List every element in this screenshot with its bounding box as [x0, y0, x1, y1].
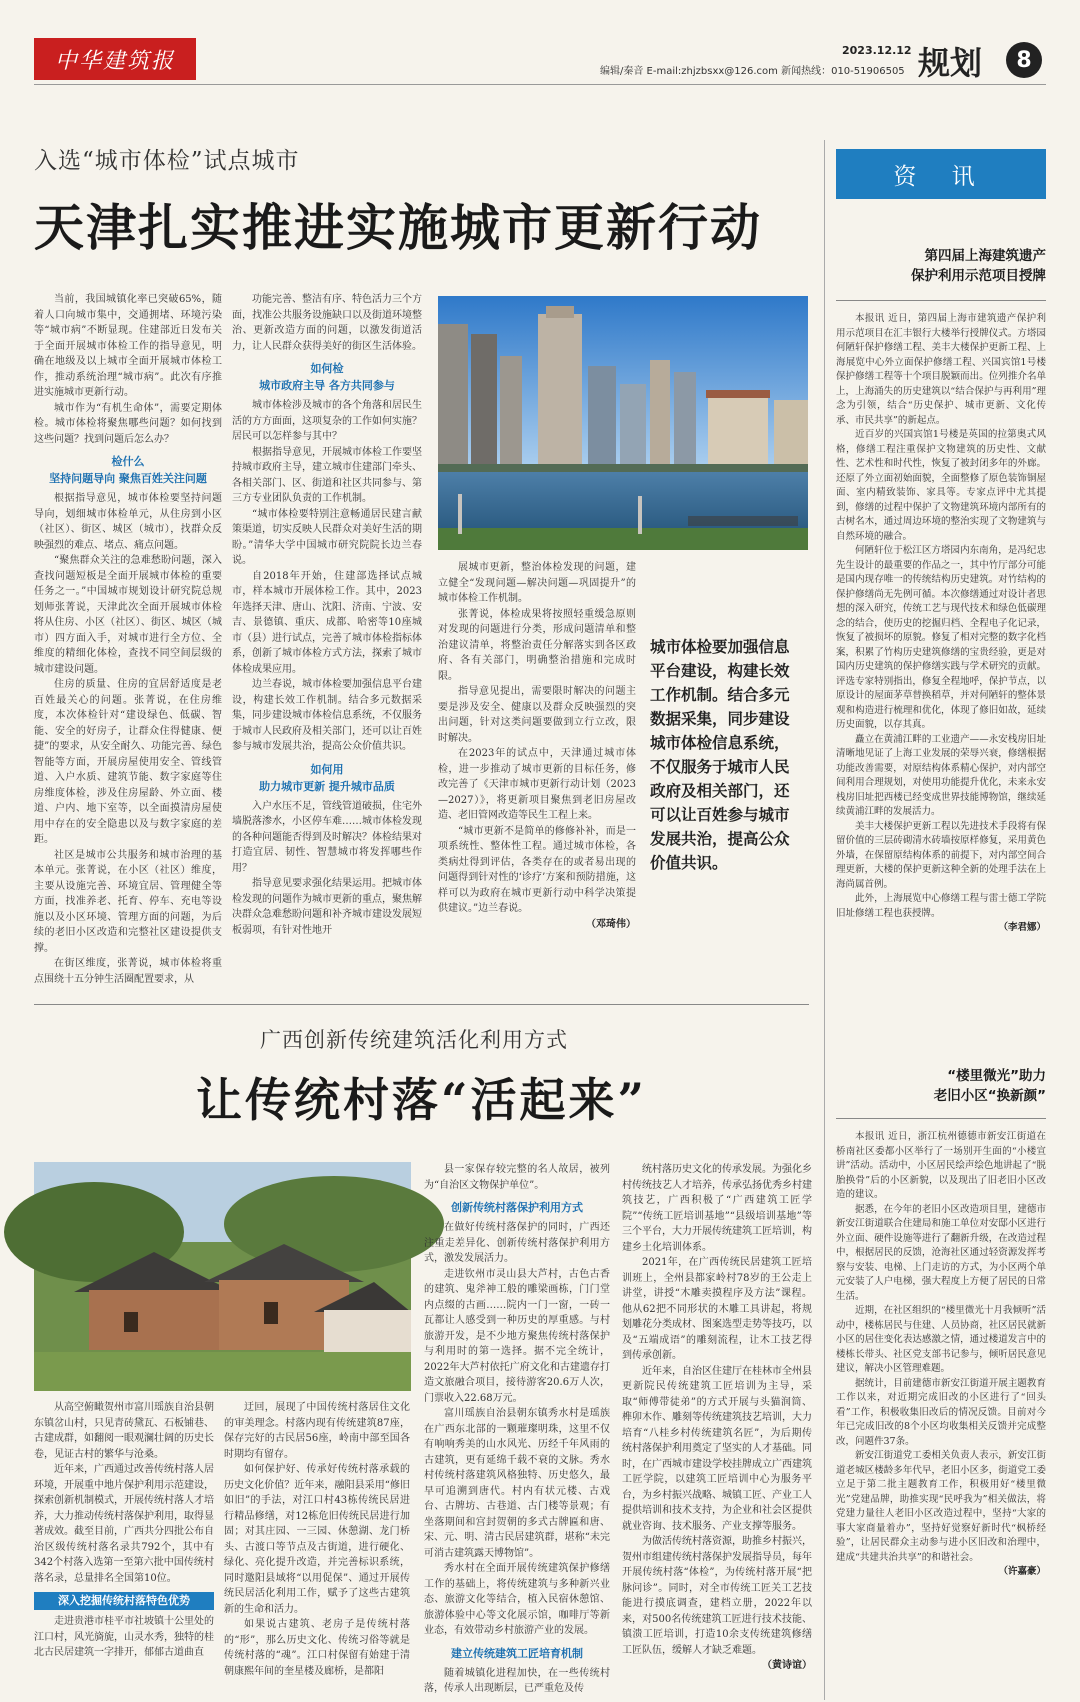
section-title: 规划: [918, 44, 983, 82]
paragraph: 功能完善、整洁有序、特色活力三个方面，找准公共服务设施缺口以及街道环境整治、更新改造方面的问题，以激发街道活力，让人民群众获得美好的街区生活体验。: [232, 294, 422, 352]
sidebar-rule: [836, 300, 1046, 301]
sidebar-item2-title-line: “楼里微光”助力: [947, 1068, 1046, 1084]
sidebar-item2-title-line: 老旧小区“换新颜”: [933, 1088, 1046, 1104]
article1-title: 天津扎实推进实施城市更新行动: [34, 198, 762, 257]
tianjin-city-photo: [438, 296, 808, 550]
sidebar-item1-title-line: 保护利用示范项目授牌: [911, 268, 1046, 284]
article1-subhead-1: 检什么 坚持问题导向 聚焦百姓关注问题: [49, 455, 207, 485]
paragraph: 近年来，广西通过改善传统村落人居环境，开展重中地片保护利用示范建设，探索创新机制模式，开展传统村落人才培养，大力推动传统村落保护利用，取得显著成效。截至目前，广西共分四批公布自治区级传统村落名录共792个，其中有342个村落入选第一至第六批中国传统村落名录，总量排名全国第10位。: [34, 1464, 214, 1584]
article2-subhead-2: 创新传统村落保护利用方式: [451, 1201, 583, 1214]
article2-column-4: [622, 1162, 812, 1696]
paragraph: 张菁说，体检成果将按照轻重缓急原则对发现的问题进行分类，形成问题清单和整治建议清单，将整治责任分解落实到各区政府、各有关部门，明确整治措施和完成时限。: [438, 608, 636, 682]
article2-signature: （黄诗谊）: [762, 1660, 812, 1671]
sidebar-item2-signature: （许嘉豪）: [998, 1566, 1046, 1577]
paragraph: “城市体检要特别注意畅通居民建言献策渠道，切实反映人民群众对美好生活的期盼。”清华大学中国城市研究院院长边兰春说。: [232, 508, 422, 566]
article2-column-2: [224, 1400, 410, 1696]
paragraph: 2021年，在广西传统民居建筑工匠培训班上，全州县都家岭村78岁的王公走上讲堂，讲授“木雕卖摸程序及方法”课程。他从62把不同形状的木雕工具讲起，将规划雕花分类成材、图案选型走势等技巧，以及“五端成语”的雕刻流程，让木工技艺得到传承创新。: [622, 1257, 812, 1361]
sidebar-item1-body: [836, 312, 1046, 1018]
header-rule: [34, 84, 1046, 85]
column-divider: [824, 140, 825, 1700]
paragraph: 据悉，在今年的老旧小区改造项目里，建德市新安江街道联合住建局和施工单位对安邸小区进行外立面、硬件设施等进行了翻新升级，在改造过程中，根据居民的反馈，沧海社区通过轻资源发挥考察与安装、电梯、上门走访的方式，为小区两个单元安装了人户电梯，强大程度上方便了居民的日常生活。: [836, 1203, 1046, 1302]
paragraph: 城市作为“有机生命体”，需要定期体检。城市体检将聚焦哪些问题？如何找到这些问题？找到问题后怎么办？: [34, 402, 222, 445]
paragraph: 新安江街道党工委相关负责人表示，新安江街道老城区楼龄多年代早，老旧小区多，街道党工委立足于第二批主题教育工作，积极用好“楼里微光”党建品牌，助推实现“民呼我为”相关做法，将党建力量往人老旧小区改造过程中，坚持“大家的事大家商量着办”，坚持好觉察好新时代“枫桥经验”，让居民群众主动参与进小区旧改和治理中，建成“共建共治共享”的和谐社会。: [836, 1450, 1046, 1563]
sidebar-item1-title: [911, 246, 1046, 286]
paragraph: 住房的质量、住房的宜居舒适度是老百姓最关心的问题。张菁说，在住房维度，本次体检针对“建设绿色、低碳、智能、安全的好房子，让群众住得健康、便捷”的要求，从安全耐久、功能完善、绿色智能等方面，开展房屋使用安全、管线管道、入户水质、建筑节能、数字家庭等住房维度体检，涉及住房屋龄、外立面、楼道、户内、地下室等，以全面摸清房屋使用中存在的安全隐患以及与数字家庭的差距。: [34, 679, 222, 845]
paragraph: 根据指导意见，开展城市体检工作要坚持城市政府主导，建立城市住建部门牵头、各相关部门、区、街道和社区共同参与、第三方专业团队负责的工作机制。: [232, 446, 422, 504]
editor-line: 编辑/秦音 E-mail:zhjzbsxx@126.com 新闻热线：010-51906505: [600, 66, 905, 77]
sidebar-item2-body: [836, 1130, 1046, 1690]
article2-subhead-1: 深入挖掘传统村落特色优势: [34, 1592, 214, 1610]
paragraph: 近期，在社区组织的“楼里微光十月我倾听”活动中，楼栋居民与住建、人员协商，社区居民就新小区的居住变化表达感激之情，通过楼道发言中的楼栋长带头、社区党支部书记参与，倾听居民意见建议，解决小区管理难题。: [836, 1305, 1046, 1374]
paragraph: 本报讯 近日，第四届上海市建筑遗产保护利用示范项目在汇丰银行大楼举行授牌仪式。方塔园何陋轩保护修缮工程、美丰大楼保护更新工程、上海展览中心外立面保护修缮工程、兴国宾馆1号楼保护修缮工程等十个项目脱颖而出。位列推介名单上，上海涌失的历史建筑以“结合保护与再利用”理念为引领，结合“历史保护、城市更新、文化传承、市民共享”的新起点。: [836, 313, 1046, 426]
sidebar-item1-signature: （李君娜）: [998, 922, 1046, 933]
paragraph: “城市更新不是简单的修修补补，而是一项系统性、整体性工程。通过城市体检，各类病灶得到评估，各类存在的或者易出现的问题得到针对性的‘诊疗’方案和预防措施，这样可以为政府在城市更新行动中科学决策提供建议。”边兰春说。: [438, 825, 636, 914]
paragraph: 走进贵港市桂平市社坡镇十公里处的江口村，风光旖旎，山灵水秀，独特的桂北古民居建筑一字排开，郁郁古道曲直: [34, 1616, 214, 1658]
paragraph: 自2018年开始，住建部选择试点城市，样本城市开展体检工作。其中，2023年选择天津、唐山、沈阳、济南、宁波、安吉、景德镇、重庆、成都、哈密等10座城市（县）进行试点，完善了城市体检指标体系，创新了城市体检方式方法，探索了城市体检成果应用。: [232, 570, 422, 675]
article2-title: 让传统村落“活起来”: [196, 1073, 647, 1127]
paragraph: 为做活传统村落资源，助推乡村振兴，贺州市组建传统村落保护发展指导员，每年开展传统村落“体检”，为传统村落开展“把脉问诊”。同时，对全市传统工匠关工艺技能进行摸底调查，建档立册，2022年以来，对500名传统建筑工匠进行技术技能、镇溃工匠培训，打造10余支传统建筑修缮工匠队伍，缓解人才缺乏难题。: [622, 1536, 812, 1656]
paragraph: 在2023年的试点中，天津通过城市体检，进一步推动了城市更新的目标任务，修改完善了《天津市城市更新行动计划（2023—2027）》，将更新项目聚焦到老旧房屋改造、老旧管网改造等民生工程上来。: [438, 748, 636, 821]
article1-subhead-3: 如何用 助力城市更新 提升城市品质: [259, 762, 395, 793]
paragraph: 近百岁的兴国宾馆1号楼是英国的拉第奥式风格，修缮工程注重保护文物建筑的历史性、文献性、艺术性和时代性，恢复了被封闭多年的外廊。还原了外立面初始面貌，全面整修了原色装饰铜屋面、室内精致装饰、家具等。专家点评中尤其提到，修缮的过程中保护了文物建筑环境内部所有的古树名木，通过周边环境的整治实现了文物建筑与自然环境的融合。: [836, 429, 1046, 542]
article1-column-2: [232, 292, 422, 936]
paragraph: 本报讯 近日，浙江杭州德德市新安江街道在桥南社区委都小区举行了一场别开生面的“小楼宣讲”活动。活动中，小区居民绘声绘色地讲起了“脱胎换骨”后的小区新貌，以及现出了旧老旧小区改造的建议。: [836, 1131, 1046, 1200]
logo-text: 中华建筑报: [54, 48, 175, 74]
paragraph: 城市体检涉及城市的各个角落和居民生活的方方面面，这项复杂的工作如何实施？居民可以怎样参与其中？: [232, 400, 422, 442]
paragraph: 据统计，目前建德市新安江街道开展主题教育工作以来，对近期完成旧改的小区进行了“回头看”工作，积极收集旧改后的情况反馈。目前对今年已完成旧改的8个小区均收集相关反馈并完成整改，问题件37条。: [836, 1377, 1046, 1447]
paragraph: 社区是城市公共服务和城市治理的基本单元。张菁说，在小区（社区）维度，主要从设施完善、环境宜居、管理健全等方面，找准养老、托育、停车、充电等设施以及小区环境、管理方面的问题，为后续的老旧小区改造和完整社区建设提供支撑。: [34, 849, 222, 954]
paragraph: “聚焦群众关注的急难愁盼问题，深入查找问题短板是全面开展城市体检的重要任务之一。”中国城市规划设计研究院总规划师张菁说，天津此次全面开展城市体检将从住房、小区（社区）、街区、城区（城市）四方面入手，对城市进行全方位、全维度的精细化体检，查找不同空间层级的城市建设问题。: [34, 555, 222, 675]
article2-column-1: [34, 1400, 214, 1696]
issue-date: 2023.12.12: [842, 44, 912, 57]
traditional-village-photo: [34, 1162, 411, 1391]
news-brief-badge: 资 讯: [836, 149, 1046, 199]
sidebar-rule: [836, 1118, 1046, 1119]
paragraph: 根据指导意见，城市体检要坚持问题导向，划细城市体检单元，从住房到小区（社区）、街区、城区（城市），找群众反映强烈的难点、堵点、痛点问题。: [34, 493, 222, 551]
paragraph: 美丰大楼保护更新工程以先进技术手段将有保留价值的三层砖砌清水砖墙按原样修复，采用黄色外墙，在保留原结构体系的前提下，对内部空间合理更新，大楼的保护更新这种全新的处理手法在上海尚属首例。: [836, 820, 1046, 890]
paragraph: 何陋轩位于松江区方塔园内东南角，是冯纪忠先生设计的最重要的作品之一，其中竹厅部分可能是国内现存唯一的传统结构历史建筑。对竹结构的保护修缮尚无先例可循。本次修缮通过对设计者思想的深入研究，传统工艺与现代技术和绿色低碳理念的结合，使历史的挖掘归档、全程电子化记录，恢复了被损坏的原貌。修复了相对完整的数字化档案，积累了竹构历史建筑修缮的宝贵经验，更是对国内历史建筑的保护修缮实践与学术研究的贡献。评选专家特别指出，修复全程地呼，保护节点，以原设计的屋面茅草替换稻草，并对何陋轩的整体景观和构造进行梳理和优化，体现了修旧如故，延续历史面貌，以存其真。: [836, 545, 1046, 730]
article1-kicker: 入选“城市体检”试点城市: [34, 148, 300, 174]
article1-signature: （邓琦伟）: [586, 918, 636, 930]
sidebar-item1-title-line: 第四届上海建筑遗产: [924, 248, 1046, 264]
paragraph: 随着城镇化进程加快，在一些传统村落，传承人出现断层，已严重危及传: [424, 1667, 610, 1694]
paragraph: 在街区维度，张菁说，城市体检将重点围绕十五分钟生活圈配置要求，从: [34, 958, 222, 985]
article1-column-1: [34, 292, 222, 985]
paragraph: 指导意见要求强化结果运用。把城市体检发现的问题作为城市更新的重点，聚焦解决群众急难愁盼问题和补齐城市建设发展短板弱项，有针对性地开: [232, 878, 422, 936]
section-divider: [34, 1004, 809, 1005]
paragraph: 在做好传统村落保护的同时，广西还注重走差异化、创新传统村落保护利用方式，激发发展活力。: [424, 1222, 610, 1264]
page-number-badge: 8: [1006, 42, 1042, 78]
paragraph: 富川瑶族自治县朝东镇秀水村是瑶族在广西东北部的一颗璀璨明珠，这里不仅有响响秀美的山水风光、历经千年风雨的古建筑，更有延绵千载不衰的文脉。秀水村传统村落建筑风格独特、历史悠久，最早可追溯到唐代。村内有状元楼、古戏台、古牌坊、古巷道、古门楼等景观；有坐落期间和宫封贺朝的多式古牌匾和唐、宋、元、明、清古民居建筑群，堪称“未完可消古建筑露天博物馆”。: [424, 1408, 610, 1559]
paragraph: 秀水村在全面开展传统建筑保护修缮工作的基础上，将传统建筑与多种新兴业态、旅游文化等结合，植入民宿休憩馆、旅游体验中心等文化展示馆，咖啡厅等新业态，有效带动乡村旅游产业的发展。: [424, 1563, 610, 1636]
article2-subhead-3: 建立传统建筑工匠培育机制: [451, 1646, 583, 1660]
article1-column-3: [438, 560, 636, 930]
paragraph: 展城市更新，整治体检发现的问题，建立健全“发现问题—解决问题—巩固提升”的城市体检工作机制。: [438, 562, 636, 604]
paragraph: 当前，我国城镇化率已突破65%，随着人口向城市集中，交通拥堵、环境污染等“城市病”不断显现。住建部近日发布关于全面开展城市体检工作的指导意见，明确在地级及以上城市全面开展城市体检工作，推动系统治理“城市病”。此次有序推进实施城市更新行动。: [34, 294, 222, 398]
article2-column-3: [424, 1162, 610, 1696]
paragraph: 迂回，展现了中国传统村落居住文化的审美理念。村落内现有传统建筑87座，保存完好的古民居56座，岭南中部至国各时期均有留存。: [224, 1402, 410, 1460]
paragraph: 从高空俯瞰贺州市富川瑶族自治县朝东镇岔山村，只见青砖黛瓦、石板铺巷、古建成群，如翻阅一眼观澜壮阔的历史长卷，见证古村的繁华与沧桑。: [34, 1402, 214, 1460]
paragraph: 矗立在黄浦江畔的工业遗产——永安栈房旧址清晰地见证了上海工业发展的荣辱兴衰，修缮根据功能改善需要，对原结构体系精心保护，对内部空间利用合理规划，对使用功能提升优化，未来永安栈房旧址把西楼已经变成世界技能博物馆，继续延续黄浦江畔的发展活力。: [836, 733, 1046, 817]
paragraph: 如果说古建筑、老房子是传统村落的“形”，那么历史文化、传统习俗等就是传统村落的“魂”。江口村保留有始建于清朝康熙年间的奎星楼及廊桥，是都阳: [224, 1619, 410, 1677]
paragraph: 统村落历史文化的传承发展。为强化乡村传统技艺人才培养，传承弘扬优秀乡村建筑技艺，广西积极了“广西建筑工匠学院”“传统工匠培训基地”“县级培训基地”等三个平台，大力开展传统建筑工匠培训，构建乡土化培训体系。: [622, 1164, 812, 1253]
sidebar-item2-title: [934, 1066, 1046, 1106]
newspaper-logo: [34, 38, 196, 80]
paragraph: 近年来，自治区住建厅在桂林市全州县更新院民传统建筑工匠培训为主导，采取“师傅带徒弟”的方式开展与头猫润筒、榫卯木作、雕刻等传统建筑技艺培训，大力培育“八桂乡村传统建筑名匠”，为后期传统村落保护利用奠定了坚实的人才基础。同时，在广西城市建设学校挂牌成立广西建筑工匠学院，以建筑工匠培训中心为服务平台，为乡村振兴战略、城镇工匠、产业工人提供培训和技术支持，为企业和社会区提供就业咨询、技术服务、产业支撑等服务。: [622, 1365, 812, 1532]
paragraph: 边兰春说，城市体检要加强信息平台建设，构建长效工作机制。结合多元数据采集，同步建设城市体检信息系统，不仅服务于城市人民政府及相关部门，还可以让百姓参与城市发展共治，提高公众价值共识。: [232, 679, 422, 752]
paragraph: 此外，上海展览中心修缮工程与雷士德工学院旧址修缮工程也获授牌。: [836, 893, 1046, 919]
paragraph: 如何保护好、传承好传统村落承载的历史文化价值？近年来，融阳县采用“修旧如旧”的手法，对江口村43栋传统民居进行精品修缮，对12栋危旧传统民居进行加固；对其庄园、一三园、休憩湖、龙门桥头、古渡口等节点及古街道，进行硬化、绿化、亮化提升改造，并完善标识系统，同时邀阳县域将“以用促保”、通过开展传统民居活化利用工作，赋予了这些古建筑新的生命和活力。: [224, 1464, 410, 1615]
paragraph: 县一家保存较完整的名人故居，被列为“自治区文物保护单位”。: [424, 1164, 610, 1191]
paragraph: 指导意见提出，需要限时解决的问题主要是涉及安全、健康以及群众反映强烈的突出问题，针对这类问题要做到立行立改，限时解决。: [438, 686, 636, 744]
article2-kicker: 广西创新传统建筑活化利用方式: [260, 1028, 568, 1052]
article1-subhead-2: 如何检 城市政府主导 各方共同参与: [259, 362, 395, 392]
paragraph: 入户水压不足，管线管道破损，住宅外墙脱落渗水，小区停车难……城市体检发现的各种问题能否得到及时解决？体检结果对打造宜居、韧性、智慧城市将发挥哪些作用？: [232, 800, 422, 874]
article1-pullquote: 城市体检要加强信息平台建设，构建长效工作机制。结合多元数据采集，同步建设城市体检信息系统，不仅服务于城市人民政府及相关部门，还可以让百姓参与城市发展共治，提高公众价值共识。: [650, 638, 790, 872]
paragraph: 走进钦州市灵山县大芦村，古色古香的建筑、鬼斧神工般的雕梁画栋，门门堂内点缀的古画……院内一门一窗，一砖一瓦都让人感受到一种历史的厚重感。与村旅游开发，是不少地方聚焦传统村落保护与利用时的第一选择。据不完全统计，2022年大芦村依托广府文化和古建遗存打造文旅融合项目，接待游客20.6万人次，门票收入22.68万元。: [424, 1268, 610, 1404]
